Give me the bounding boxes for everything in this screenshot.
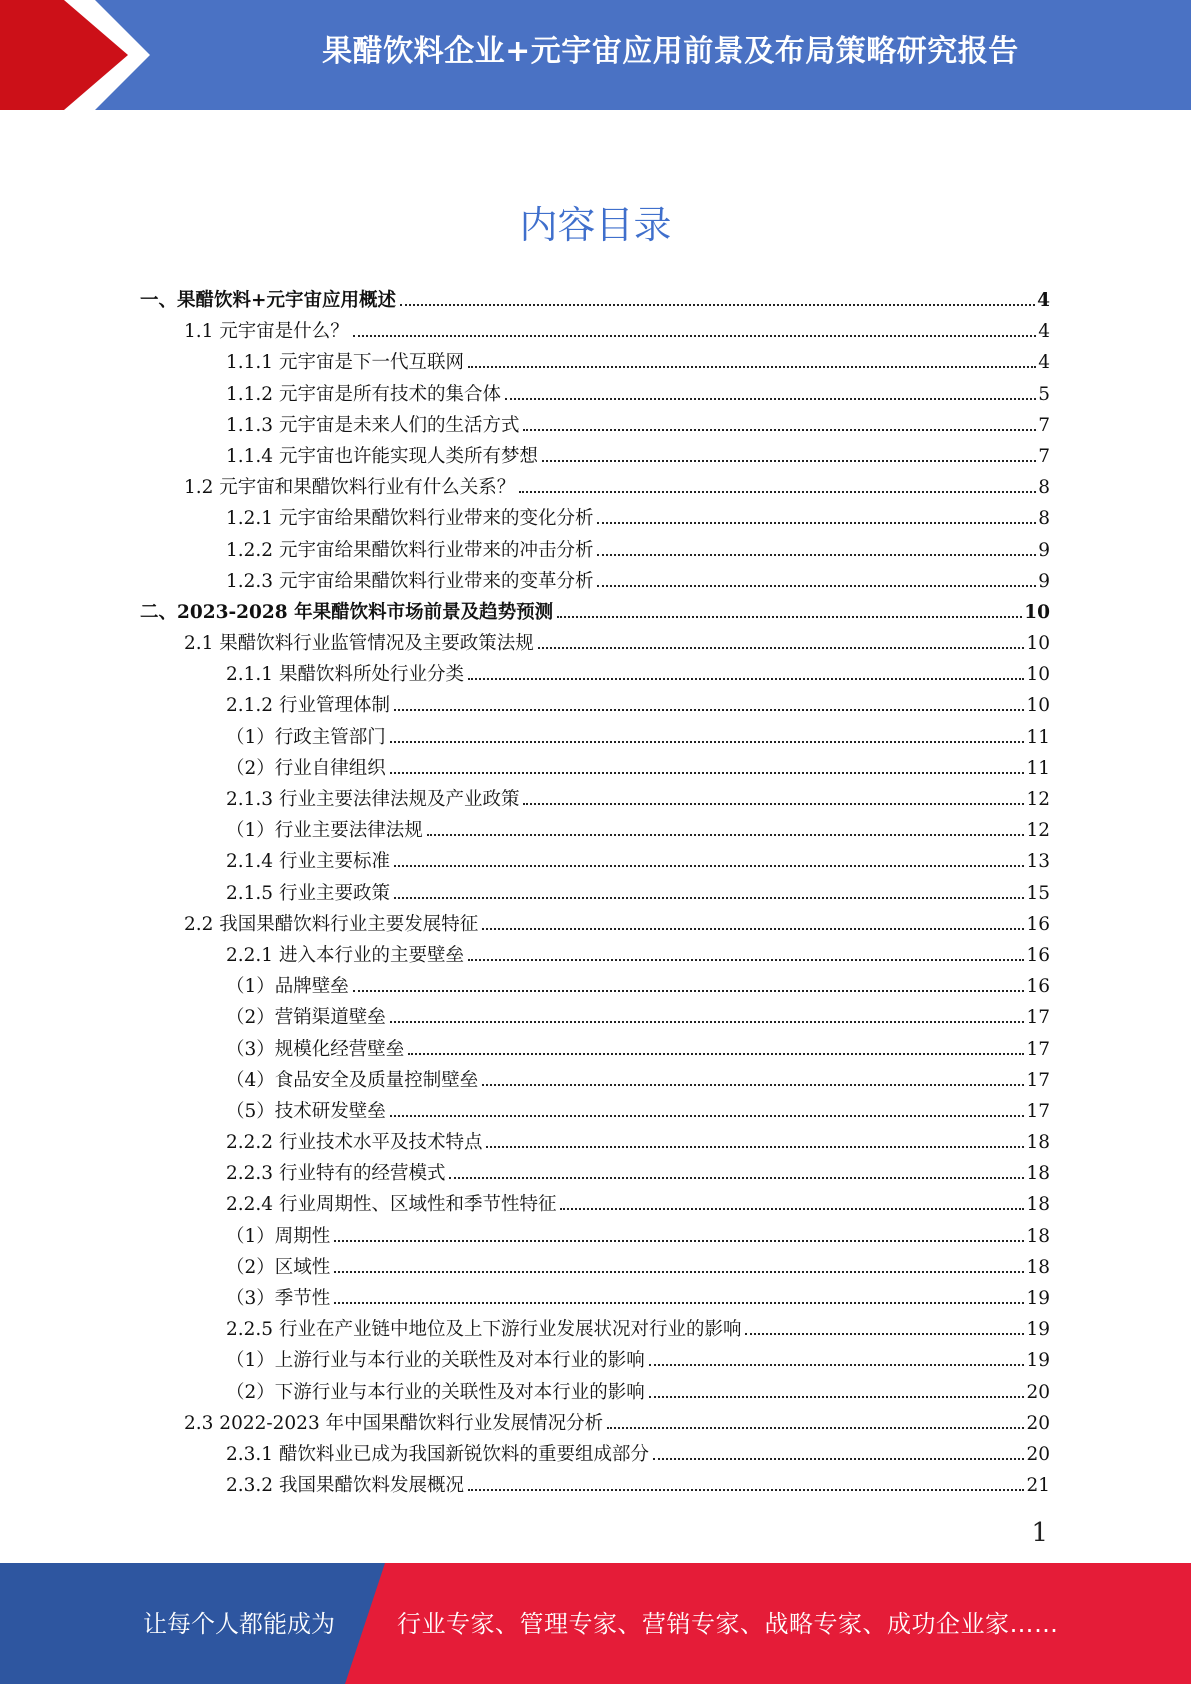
toc-entry-page: 9 [1038,570,1050,592]
toc-dot-leader [390,1115,1025,1117]
toc-entry[interactable] [140,1439,1050,1470]
toc-entry[interactable] [140,410,1050,441]
toc-entry[interactable] [140,566,1050,597]
toc-dot-leader [400,304,1035,306]
toc-entry-title: （2）区域性 [226,1256,331,1278]
toc-entry-title: （4）食品安全及质量控制壁垒 [226,1069,479,1091]
toc-entry[interactable] [140,784,1050,815]
toc-entry-page: 18 [1026,1163,1050,1185]
toc-entry[interactable] [140,535,1050,566]
toc-entry-title: 2.1.3 行业主要法律法规及产业政策 [226,789,520,810]
toc-entry-page: 16 [1026,944,1050,966]
toc-entry-title: 二、2023-2028 年果醋饮料市场前景及趋势预测 [140,601,554,623]
toc-dot-leader [334,1240,1024,1242]
toc-entry-page: 13 [1026,851,1050,873]
toc-dot-leader [482,928,1024,930]
header-banner [0,0,1191,110]
toc-entry-title: 2.2.4 行业周期性、区域性和季节性特征 [226,1194,557,1216]
toc-entry[interactable] [140,722,1050,753]
toc-entry[interactable] [140,690,1050,721]
toc-entry-page: 19 [1026,1288,1050,1309]
toc-entry-title: 1.2.2 元宇宙给果醋饮料行业带来的冲击分析 [226,539,594,561]
toc-dot-leader [597,522,1036,524]
toc-entry-page: 4 [1037,290,1050,311]
toc-dot-leader [482,1084,1024,1086]
toc-entry-title: （1）行政主管部门 [226,726,386,748]
toc-entry[interactable] [140,815,1050,846]
toc-dot-leader [390,772,1025,774]
toc-entry-title: 2.3.2 我国果醋饮料发展概况 [226,1475,464,1497]
toc-entry-title: （1）行业主要法律法规 [226,820,423,842]
footer-slogan-left: 让每个人都能成为 [143,1610,335,1638]
toc-entry-page: 18 [1026,1132,1050,1154]
toc-dot-leader [468,678,1024,680]
toc-dot-leader [653,1458,1024,1460]
toc-dot-leader [394,865,1024,867]
page-number: 1 [1031,1518,1048,1548]
toc-entry-page: 17 [1026,1100,1050,1122]
toc-entry-page: 4 [1038,321,1050,343]
toc-entry-title: 2.2.1 进入本行业的主要壁垒 [226,944,464,966]
toc-entry-page: 19 [1026,1319,1050,1341]
toc-entry-title: 2.1.2 行业管理体制 [226,695,390,717]
toc-entry-title: 2.1.1 果醋饮料所处行业分类 [226,664,464,686]
toc-entry-page: 4 [1038,352,1050,374]
toc-dot-leader [353,335,1036,337]
toc-entry-title: （3）季节性 [226,1288,331,1309]
toc-dot-leader [560,1208,1024,1210]
toc-entry[interactable] [140,1345,1050,1376]
toc-entry-title: 1.2.3 元宇宙给果醋饮料行业带来的变革分析 [226,570,594,592]
toc-dot-leader [449,1177,1024,1179]
toc-entry-title: 2.2 我国果醋饮料行业主要发展特征 [184,913,479,935]
toc-entry[interactable] [140,1252,1050,1283]
toc-dot-leader [394,709,1024,711]
report-title: 果醋饮料企业+元宇宙应用前景及布局策略研究报告 [322,34,1019,69]
toc-entry-page: 10 [1026,633,1050,655]
toc-entry[interactable] [140,503,1050,534]
toc-dot-leader [745,1333,1024,1335]
toc-entry-title: 1.1.4 元宇宙也许能实现人类所有梦想 [226,445,538,467]
toc-dot-leader [538,647,1025,649]
toc-dot-leader [408,1053,1024,1055]
toc-dot-leader [542,460,1036,462]
toc-entry-page: 8 [1038,477,1050,499]
toc-entry-title: 2.1.4 行业主要标准 [226,851,390,873]
toc-entry-title: 1.1.3 元宇宙是未来人们的生活方式 [226,414,520,436]
toc-entry-title: 2.2.3 行业特有的经营模式 [226,1163,446,1185]
toc-entry[interactable] [140,846,1050,877]
toc-dot-leader [468,366,1036,368]
toc-entry-title: 2.2.5 行业在产业链中地位及上下游行业发展状况对行业的影响 [226,1319,742,1341]
toc-entry-page: 10 [1026,664,1050,686]
toc-dot-leader [649,1364,1025,1366]
toc-dot-leader [394,897,1024,899]
toc-entry[interactable] [140,1221,1050,1252]
toc-entry[interactable] [140,1314,1050,1345]
toc-dot-leader [523,803,1024,805]
toc-entry-title: 2.1 果醋饮料行业监管情况及主要政策法规 [184,633,534,655]
toc-entry-title: 1.1.2 元宇宙是所有技术的集合体 [226,383,501,405]
toc-entry[interactable] [140,1002,1050,1033]
toc-entry-title: 2.3 2022-2023 年中国果醋饮料行业发展情况分析 [184,1412,604,1434]
toc-heading: 内容目录 [519,203,672,247]
toc-entry[interactable] [140,441,1050,472]
toc-dot-leader [427,834,1025,836]
toc-dot-leader [486,1146,1024,1148]
toc-entry[interactable] [140,1127,1050,1158]
toc-entry-page: 17 [1026,1007,1050,1029]
toc-entry-title: 1.2.1 元宇宙给果醋饮料行业带来的变化分析 [226,508,594,530]
toc-dot-leader [390,1021,1025,1023]
toc-entry-page: 20 [1026,1443,1050,1465]
toc-entry[interactable] [140,878,1050,909]
toc-entry[interactable] [140,472,1050,503]
toc-entry-page: 18 [1026,1256,1050,1278]
toc-dot-leader [505,398,1036,400]
toc-dot-leader [468,1489,1024,1491]
toc-entry-title: （2）下游行业与本行业的关联性及对本行业的影响 [226,1381,645,1403]
toc-entry-page: 17 [1026,1069,1050,1091]
toc-entry-page: 9 [1038,539,1050,561]
toc-entry-page: 15 [1026,882,1050,904]
toc-entry-page: 16 [1026,913,1050,935]
toc-entry-page: 11 [1026,757,1050,779]
toc-entry-title: 2.1.5 行业主要政策 [226,882,390,904]
toc-dot-leader [597,554,1036,556]
toc-entry-title: （2）营销渠道壁垒 [226,1007,386,1029]
toc-dot-leader [649,1396,1025,1398]
toc-entry-page: 12 [1026,820,1050,842]
toc-entry-page: 11 [1026,726,1050,748]
toc-dot-leader [468,959,1024,961]
toc-entry[interactable] [140,316,1050,347]
toc-dot-leader [607,1427,1024,1429]
toc-entry-page: 10 [1026,695,1050,717]
toc-entry-title: （3）规模化经营壁垒 [226,1038,405,1060]
toc-entry-page: 20 [1026,1381,1050,1403]
toc-entry[interactable] [140,1189,1050,1220]
toc-entry-page: 10 [1024,601,1050,623]
toc-entry-page: 18 [1026,1225,1050,1247]
toc-entry[interactable] [140,1377,1050,1408]
toc-entry-page: 7 [1038,445,1050,467]
toc-dot-leader [353,990,1025,992]
toc-entry-title: （1）上游行业与本行业的关联性及对本行业的影响 [226,1350,645,1372]
toc-dot-leader [597,585,1036,587]
toc-entry-page: 21 [1026,1475,1050,1497]
toc-entry-page: 8 [1038,508,1050,530]
toc-dot-leader [519,491,1036,493]
toc-entry[interactable] [140,1096,1050,1127]
toc-entry[interactable] [140,1158,1050,1189]
toc-entry-title: 一、果醋饮料+元宇宙应用概述 [140,290,397,311]
toc-entry-title: 1.1.1 元宇宙是下一代互联网 [226,352,464,374]
toc-entry-title: 1.2 元宇宙和果醋饮料行业有什么关系？ [184,477,516,499]
toc-entry[interactable] [140,940,1050,971]
footer-slogan-right: 行业专家、管理专家、营销专家、战略专家、成功企业家…… [397,1610,1059,1638]
toc-entry[interactable] [140,1283,1050,1314]
toc-entry[interactable] [140,347,1050,378]
toc-entry[interactable] [140,1408,1050,1439]
toc-entry[interactable] [140,1065,1050,1096]
toc-entry-page: 12 [1026,789,1050,810]
toc-entry-title: 2.2.2 行业技术水平及技术特点 [226,1132,483,1154]
toc-entry-page: 19 [1026,1350,1050,1372]
toc-dot-leader [334,1302,1024,1304]
toc-dot-leader [390,741,1025,743]
toc-entry[interactable] [140,659,1050,690]
toc-entry-page: 18 [1026,1194,1050,1216]
toc-entry[interactable] [140,285,1050,316]
toc-entry-title: （1）品牌壁垒 [226,976,349,998]
toc-entry-page: 5 [1038,383,1050,405]
toc-entry-title: （5）技术研发壁垒 [226,1100,386,1122]
toc-entry-title: （1）周期性 [226,1225,331,1247]
toc-entry-title: （2）行业自律组织 [226,757,386,779]
toc-dot-leader [523,429,1036,431]
toc-entry-page: 17 [1026,1038,1050,1060]
toc-dot-leader [334,1271,1024,1273]
toc-entry-page: 20 [1026,1412,1050,1434]
toc-entry[interactable] [140,597,1050,628]
toc-entry[interactable] [140,379,1050,410]
toc-entry-title: 1.1 元宇宙是什么？ [184,321,349,343]
toc-dot-leader [557,616,1022,618]
toc-entry-page: 16 [1026,976,1050,998]
toc-entry[interactable] [140,753,1050,784]
toc-entry-title: 2.3.1 醋饮料业已成为我国新锐饮料的重要组成部分 [226,1443,649,1465]
toc-entry[interactable] [140,971,1050,1002]
toc-entry[interactable] [140,1034,1050,1065]
toc-entry[interactable] [140,1470,1050,1501]
toc-entry[interactable] [140,628,1050,659]
toc-entry[interactable] [140,909,1050,940]
table-of-contents [140,285,1050,1501]
toc-entry-page: 7 [1038,414,1050,436]
